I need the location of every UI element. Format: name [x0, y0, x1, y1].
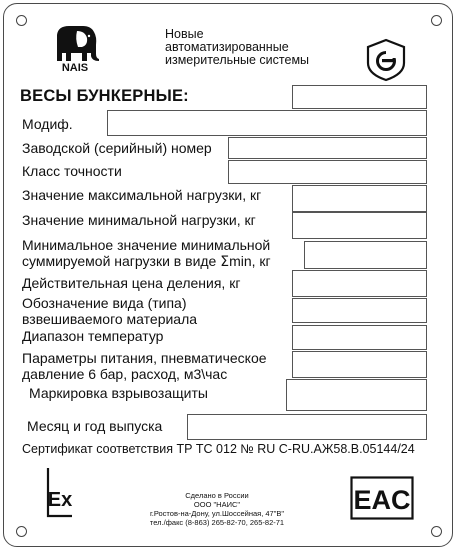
division-value-box — [292, 270, 427, 297]
explosion-value-box — [286, 379, 427, 411]
mounting-hole-top-left — [16, 15, 27, 26]
material-label: Обозначение вида (типа) взвешиваемого материала — [22, 295, 198, 327]
certificate-line: Сертификат соответствия ТР ТС 012 № RU С-RU.АЖ58.В.05144/24 — [22, 442, 415, 456]
power-value-box — [292, 351, 427, 378]
product-title: ВЕСЫ БУНКЕРНЫЕ: — [20, 87, 189, 105]
mounting-hole-top-right — [431, 15, 442, 26]
division-label: Действительная цена деления, кг — [22, 275, 241, 291]
svg-text:Ex: Ex — [47, 489, 73, 511]
model-value-box — [107, 110, 427, 136]
explosion-label: Маркировка взрывозащиты — [29, 385, 208, 401]
max-load-label: Значение максимальной нагрузки, кг — [22, 187, 262, 203]
date-label: Месяц и год выпуска — [27, 418, 163, 434]
min-load-label: Значение минимальной нагрузки, кг — [22, 212, 256, 228]
svg-text:EAC: EAC — [353, 485, 411, 515]
date-value-box — [187, 414, 427, 440]
temperature-value-box — [292, 325, 427, 350]
mounting-hole-bottom-right — [431, 526, 442, 537]
serial-value-box — [228, 137, 427, 159]
company-name: Новые автоматизированные измерительные системы — [165, 27, 310, 67]
gost-certification-icon — [364, 38, 408, 82]
manufacturer-info: Сделано в России ООО "НАИС" г.Ростов-на-Дону, ул.Шоссейная, 47"В" тел./факс (8-863) 265-82-70, 265-82-71 — [149, 491, 285, 527]
serial-label: Заводской (серийный) номер — [22, 140, 212, 156]
material-value-box — [292, 298, 427, 323]
svg-text:NAIS: NAIS — [61, 62, 89, 73]
mounting-hole-bottom-left — [16, 526, 27, 537]
model-label: Модиф. — [22, 116, 73, 132]
eac-mark-icon — [350, 476, 414, 520]
min-sum-value-box — [304, 241, 427, 269]
power-label: Параметры питания, пневматическое давление 6 бар, расход, м3\час — [22, 350, 267, 382]
min-load-value-box — [292, 212, 427, 239]
ex-mark-icon — [45, 466, 75, 518]
nais-logo-icon — [47, 23, 103, 73]
accuracy-label: Класс точности — [22, 163, 122, 179]
accuracy-value-box — [228, 160, 427, 184]
max-load-value-box — [292, 185, 427, 212]
min-sum-label: Минимальное значение минимальной суммируемой нагрузки в виде Σmin, кг — [22, 237, 271, 270]
temperature-label: Диапазон температур — [22, 328, 164, 344]
title-value-box — [292, 85, 427, 109]
